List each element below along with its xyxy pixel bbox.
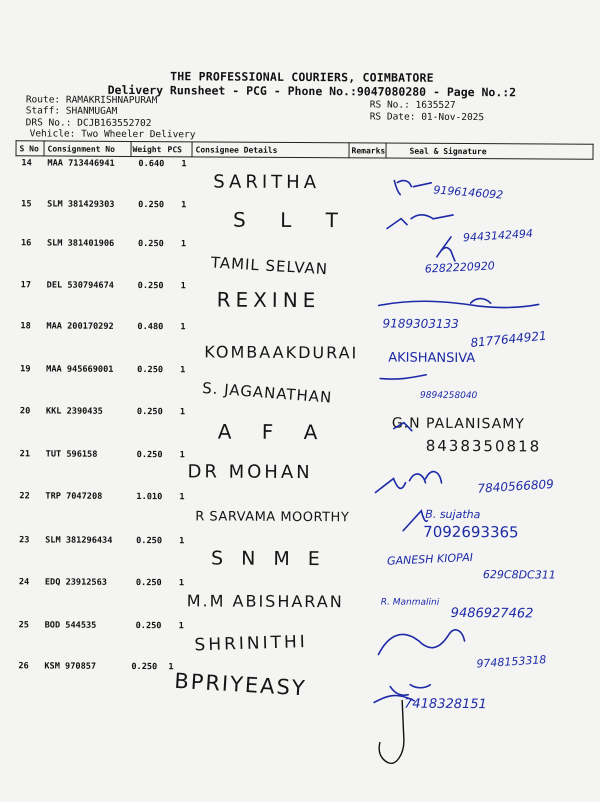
row-sno: 19: [20, 364, 31, 375]
row-consignee: R SARVAMA MOORTHY: [195, 509, 350, 526]
row-weight: 1.010: [136, 492, 163, 503]
drs-number: DRS No.: DCJB163552702: [25, 117, 152, 130]
row-consignee: S L T: [233, 207, 352, 233]
row-sno: 24: [18, 577, 30, 588]
route-label: Route: RAMAKRISHNAPURAM: [25, 94, 158, 107]
row-signature-name: G.N PALANISAMY: [391, 415, 525, 433]
row-sno: 17: [20, 280, 32, 291]
row-consignment: SLM 381429303: [47, 199, 115, 210]
row-weight: 0.250: [136, 536, 163, 547]
row-sno: 25: [18, 620, 30, 631]
rs-date: RS Date: 01-Nov-2025: [369, 111, 485, 124]
header-remarks: Remarks: [351, 146, 386, 156]
row-consignee: SARITHA: [213, 171, 321, 194]
row-signature-name: GANESH KIOPAI: [386, 550, 474, 568]
row-consignee: KOMBAAKDURAI: [204, 342, 359, 363]
row-weight: 0.250: [135, 578, 162, 589]
row-signature-name: R. Manmalini: [380, 597, 440, 608]
row-consignee: TAMIL SELVAN: [210, 253, 329, 279]
row-sno: 18: [20, 321, 31, 332]
row-consignee: BPRIYEASY: [173, 668, 308, 701]
row-pcs: 1: [168, 662, 174, 673]
row-signature-phone: 9196146092: [432, 183, 504, 202]
row-pcs: 1: [179, 536, 185, 547]
row-weight: 0.250: [135, 621, 162, 632]
row-consignment: MAA 945669001: [46, 364, 114, 375]
row-pcs: 1: [180, 365, 186, 376]
row-consignment: DEL 530794674: [46, 280, 114, 291]
row-signature-phone: 9748153318: [476, 653, 547, 671]
row-consignment: TUT 596158: [45, 449, 98, 460]
row-signature-phone: 629C8DC311: [482, 568, 556, 582]
row-weight: 0.250: [138, 200, 165, 211]
row-weight: 0.250: [136, 450, 163, 461]
row-signature-phone: 7418328151: [404, 696, 487, 713]
staff-label: Staff: SHANMUGAM: [25, 105, 118, 117]
row-consignment: EDQ 23912563: [44, 577, 108, 588]
header-pcs: PCS: [167, 145, 183, 155]
row-pcs: 1: [180, 281, 186, 292]
row-signature-phone-2: 8177644921: [469, 328, 548, 350]
row-sno: 26: [18, 661, 29, 672]
row-consignment: SLM 381296434: [45, 535, 113, 546]
vehicle-label: Vehicle: Two Wheeler Delivery: [29, 128, 196, 141]
row-weight: 0.480: [137, 322, 164, 333]
row-sno: 15: [21, 199, 32, 210]
row-consignment: TRP 7047208: [45, 491, 103, 502]
row-consignee: S. JAGANATHAN: [201, 378, 333, 407]
row-sno: 20: [19, 406, 31, 417]
header-consignment: Consignment No: [47, 144, 115, 154]
row-sno: 16: [20, 238, 32, 249]
company-title: THE PROFESSIONAL COURIERS, COIMBATORE: [170, 69, 434, 85]
row-pcs: 1: [179, 407, 186, 418]
row-sno: 22: [19, 491, 30, 502]
row-sno: 21: [19, 449, 31, 460]
row-consignee: REXINE: [216, 287, 321, 313]
row-weight: 0.640: [138, 159, 165, 170]
header-weight: Weight: [132, 144, 162, 155]
row-signature-phone: 6282220920: [424, 259, 496, 276]
row-signature-name: AKISHANSIVA: [388, 350, 476, 367]
row-pcs: 1: [181, 200, 187, 211]
row-weight: 0.250: [137, 281, 164, 292]
row-consignee: S N M E: [210, 547, 326, 571]
header-sno: S No: [19, 144, 39, 154]
row-pcs: 1: [178, 578, 185, 589]
row-pcs: 1: [180, 322, 186, 333]
row-pcs: 1: [178, 621, 184, 632]
row-consignee: M.M ABISHARAN: [186, 591, 344, 612]
row-weight: 0.250: [137, 365, 164, 376]
row-pcs: 1: [181, 159, 187, 170]
runsheet-subtitle: Delivery Runsheet - PCG - Phone No.:9047080280 - Page No.:2: [107, 82, 517, 100]
row-sno: 23: [19, 535, 30, 546]
header-seal: Seal & Signature: [409, 146, 487, 157]
row-consignment: MAA 713446941: [47, 158, 115, 169]
row-consignment: KSM 970857: [44, 661, 97, 672]
header-consignee: Consignee Details: [195, 145, 278, 155]
row-sno: 14: [21, 158, 32, 169]
row-weight: 0.250: [131, 661, 158, 673]
row-signature-phone: 9189303133: [382, 316, 459, 331]
rs-number: RS No.: 1635527: [369, 99, 456, 111]
row-signature-phone: 9486927462: [450, 605, 534, 622]
row-weight: 0.250: [137, 239, 164, 250]
row-signature-phone: 7092693365: [423, 522, 519, 542]
row-signature-phone: 7840566809: [477, 476, 555, 496]
row-pcs: 1: [179, 492, 185, 503]
row-weight: 0.250: [136, 407, 163, 418]
row-signature-phone: 9894258040: [419, 390, 478, 402]
row-consignee: SHRINITHI: [194, 632, 309, 656]
row-consignee: A F A: [217, 419, 330, 445]
row-consignee: DR MOHAN: [187, 461, 313, 484]
row-consignment: BOD 544535: [44, 620, 97, 631]
row-signature-phone: 8438350818: [425, 436, 542, 456]
row-signature-name: B. sujatha: [425, 507, 481, 522]
row-signature-phone: 9443142494: [462, 226, 534, 245]
row-pcs: 1: [179, 450, 185, 461]
row-consignment: KKL 2390435: [45, 406, 103, 417]
row-consignment: SLM 381401906: [46, 238, 115, 249]
row-consignment: MAA 200170292: [46, 321, 114, 332]
row-pcs: 1: [180, 239, 187, 250]
